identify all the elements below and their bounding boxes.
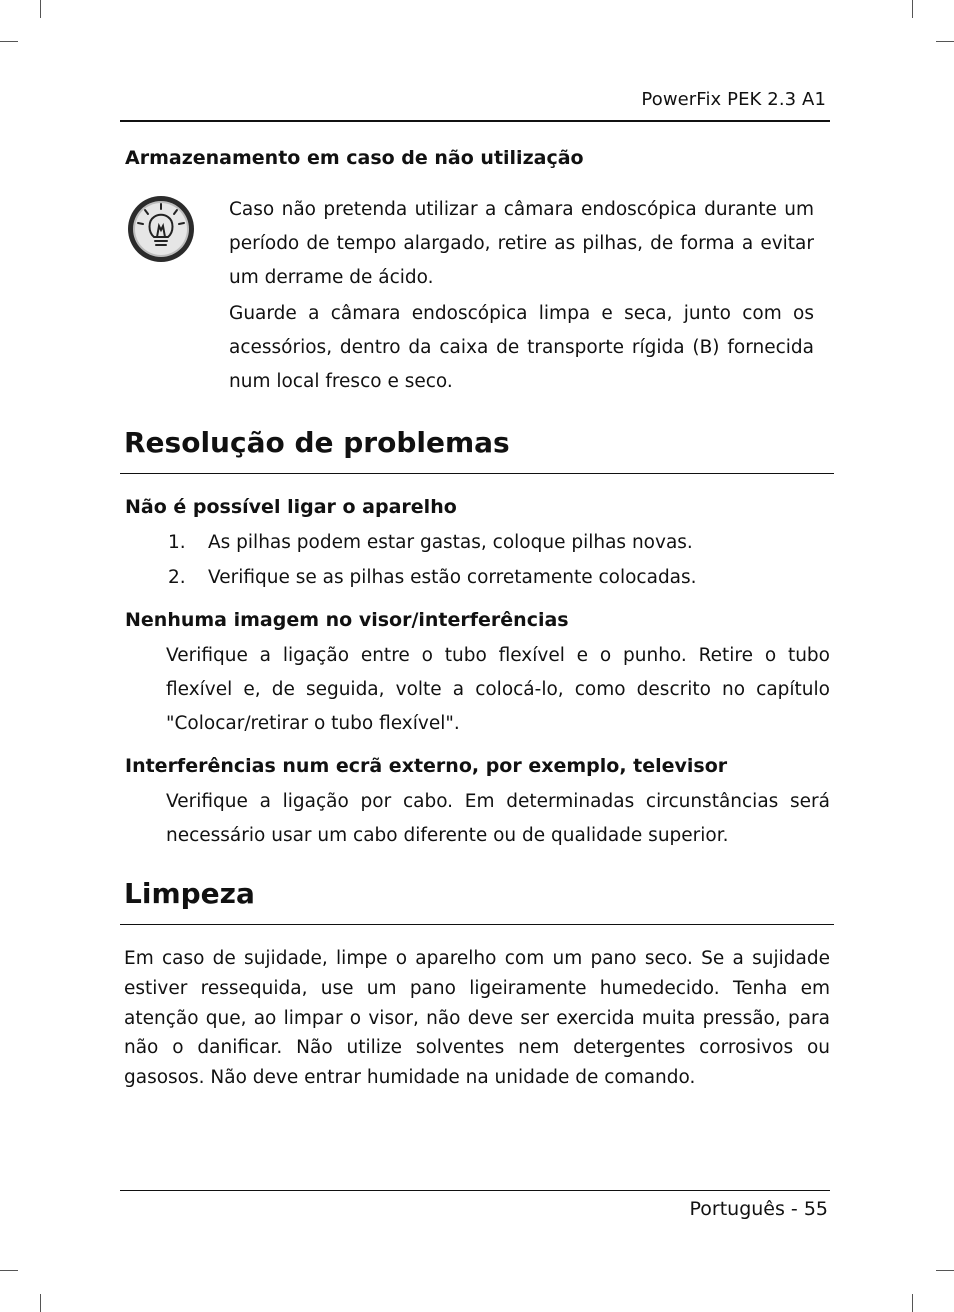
list-text: Verifique se as pilhas estão corretamente colocadas. xyxy=(208,567,697,588)
troubleshooting-heading: Resolução de problemas xyxy=(124,426,510,459)
crop-mark xyxy=(912,1294,913,1312)
crop-mark xyxy=(936,41,954,42)
no-image-heading: Nenhuma imagem no visor/interferências xyxy=(125,609,569,631)
no-power-heading: Não é possível ligar o aparelho xyxy=(125,496,457,518)
list-number: 2. xyxy=(168,567,186,588)
page-number: Português - 55 xyxy=(689,1198,828,1220)
crop-mark xyxy=(40,0,41,18)
storage-heading: Armazenamento em caso de não utilização xyxy=(125,147,584,169)
external-screen-heading: Interferências num ecrã externo, por exemplo, televisor xyxy=(125,755,728,777)
list-item xyxy=(168,567,697,588)
lightbulb-tip-icon xyxy=(126,194,196,264)
storage-paragraph: Guarde a câmara endoscópica limpa e seca, junto com os acessórios, dentro da caixa de transporte rígida (B) fornecida num local fresco e seco. xyxy=(229,303,814,392)
storage-paragraph: Caso não pretenda utilizar a câmara endoscópica durante um período de tempo alargado, retire as pilhas, de forma a evitar um derrame de ácido. xyxy=(229,199,814,288)
crop-mark xyxy=(0,1270,18,1271)
list-item xyxy=(168,532,693,553)
crop-mark xyxy=(40,1294,41,1312)
cleaning-heading: Limpeza xyxy=(124,877,255,910)
header-rule xyxy=(120,120,830,122)
section-rule xyxy=(120,924,834,925)
list-text: As pilhas podem estar gastas, coloque pilhas novas. xyxy=(208,532,693,553)
section-rule xyxy=(120,473,834,474)
cleaning-paragraph: Em caso de sujidade, limpe o aparelho com um pano seco. Se a sujidade estiver ressequida, use um pano ligeiramente humedecido. Tenha em atenção que, ao limpar o visor, não deve ser exercida muita pressão, para não o danificar. Não utilize solventes nem detergentes corrosivos ou gasosos. Não deve entrar humidade na unidade de comando. xyxy=(124,948,830,1088)
crop-mark xyxy=(0,41,18,42)
external-screen-paragraph: Verifique a ligação por cabo. Em determinadas circunstâncias será necessário usar um cabo diferente ou de qualidade superior. xyxy=(166,791,830,846)
crop-mark xyxy=(912,0,913,18)
no-image-paragraph: Verifique a ligação entre o tubo flexível e o punho. Retire o tubo flexível e, de seguida, volte a colocá-lo, como descrito no capítulo "Colocar/retirar o tubo flexível". xyxy=(166,645,830,734)
footer-rule xyxy=(120,1190,830,1191)
running-header: PowerFix PEK 2.3 A1 xyxy=(641,89,826,110)
list-number: 1. xyxy=(168,532,186,553)
crop-mark xyxy=(936,1270,954,1271)
